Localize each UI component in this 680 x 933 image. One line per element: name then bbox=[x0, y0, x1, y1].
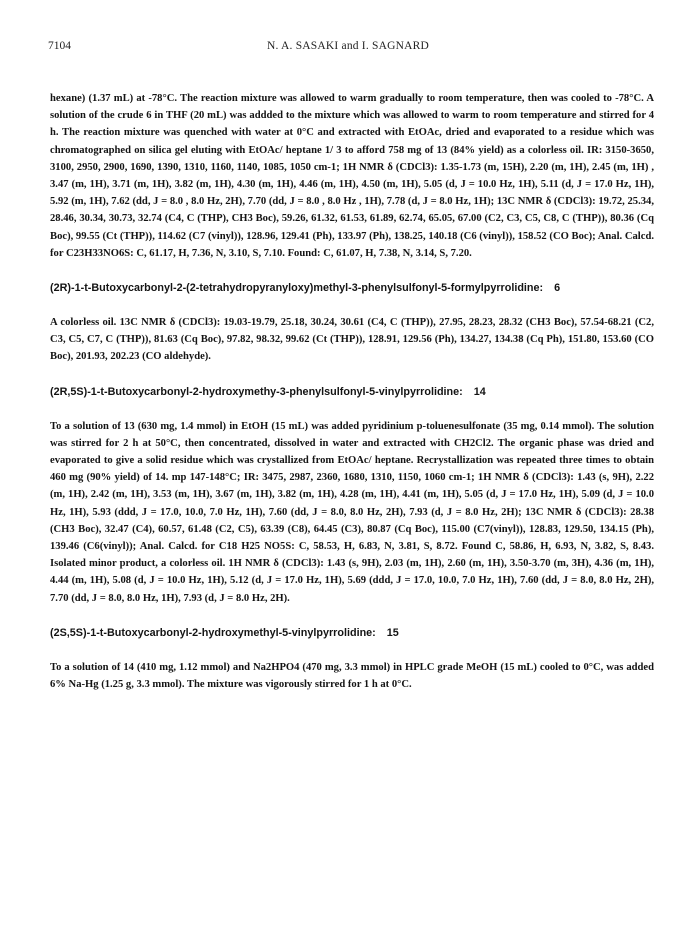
page-number: 7104 bbox=[48, 40, 71, 52]
compound-heading-title: (2R)-1-t-Butoxycarbonyl-2-(2-tetrahydropyranyloxy)methyl-3-phenylsulfonyl-5-formylpyrrolidine: bbox=[50, 282, 544, 295]
compound-heading-title: (2S,5S)-1-t-Butoxycarbonyl-2-hydroxymethyl-5-vinylpyrrolidine: bbox=[50, 626, 376, 639]
experimental-paragraph-6: A colorless oil. 13C NMR δ (CDCl3): 19.03-19.79, 25.18, 30.24, 30.61 (C4, C (THP)), 27.95, 28.23, 28.32 (CH3 Boc), 57.54-68.21 (C2, C3, C5, C7, C (THP)), 81.63 (Cq Boc), 97.82, 98.32, 99.62 (Ct (THP)), 128.91, 129.56 (Ph), 134.27, 134.38 (Cq Ph), 151.80, 153.60 (CO Boc), 201.93, 202.23 (CO aldehyde). bbox=[50, 317, 654, 363]
compound-heading-15 bbox=[50, 625, 654, 642]
compound-number: 14 bbox=[473, 385, 486, 398]
page-header bbox=[48, 40, 648, 56]
compound-heading-title: (2R,5S)-1-t-Butoxycarbonyl-2-hydroxymethy-3-phenylsulfonyl-5-vinylpyrrolidine: bbox=[50, 385, 463, 398]
experimental-paragraph-15: To a solution of 14 (410 mg, 1.12 mmol) and Na2HPO4 (470 mg, 3.3 mmol) in HPLC grade MeOH (15 mL) cooled to 0°C, was added 6% Na-Hg (1.25 g, 3.3 mmol). The mixture was vigorously stirred for 1 h at 0°C. bbox=[50, 661, 654, 691]
experimental-paragraph-14: To a solution of 13 (630 mg, 1.4 mmol) in EtOH (15 mL) was added pyridinium p-toluenesulfonate (35 mg, 0.14 mmol). The solution was stirred for 2 h at 50°C, then concentrated, dissolved in water and extracted with CH2Cl2. The organic phase was dried and evaporated to give a solid residue which was crystallized from EtOAc/ heptane. Recrystallization was repeated three times to obtain 460 mg (90% yield) of 14. mp 147-148°C; IR: 3475, 2987, 2360, 1680, 1310, 1150, 1060 cm-1; 1H NMR δ (CDCl3): 1.43 (s, 9H), 2.22 (m, 1H), 2.42 (m, 1H), 3.53 (m, 1H), 3.67 (m, 1H), 3.82 (m, 1H), 4.28 (m, 1H), 4.41 (m, 1H), 5.05 (d, J = 17.0 Hz, 1H), 5.09 (d, J = 10.0 Hz, 1H), 5.93 (ddd, J = 17.0, 10.0, 7.0 Hz, 1H), 7.60 (dd, J = 8.0, 8.0 Hz, 2H), 7.93 (d, J = 8.0 Hz, 2H); 13C NMR δ (CDCl3): 28.38 (CH3 Boc), 32.47 (C4), 60.57, 61.48 (C2, C5), 63.39 (C8), 64.45 (C3), 80.87 (Cq Boc), 115.00 (C7(vinyl)), 128.83, 129.50, 134.15 (Ph), 139.46 (C6(vinyl)); Anal. Calcd. for C18 H25 NO5S: C, 58.53, H, 6.83, N, 3.81, S, 8.72. Found C, 58.86, H, 6.93, N, 3.82, S, 8.43. Isolated minor product, a colorless oil. 1H NMR δ (CDCl3): 1.43 (s, 9H), 2.03 (m, 1H), 2.60 (m, 1H), 3.50-3.70 (m, 3H), 4.36 (m, 1H), 4.44 (m, 1H), 5.08 (d, J = 10.0 Hz, 1H), 5.12 (d, J = 17.0 Hz, 1H), 5.69 (ddd, J = 17.0, 10.0, 7.0 Hz, 1H), 7.60 (dd, J = 8.0, 8.0 Hz, 2H), 7.70 (dd, J = 8.0, 8.0 Hz, 1H), 7.93 (d, J = 8.0 Hz, 2H). bbox=[50, 420, 654, 604]
compound-heading-6 bbox=[50, 280, 654, 297]
article-body bbox=[50, 90, 654, 693]
compound-number: 6 bbox=[554, 282, 561, 295]
compound-number: 15 bbox=[386, 626, 399, 639]
running-head-authors: N. A. SASAKI and I. SAGNARD bbox=[267, 40, 429, 52]
compound-heading-14 bbox=[50, 384, 654, 401]
experimental-paragraph-13: hexane) (1.37 mL) at -78°C. The reaction mixture was allowed to warm gradually to room temperature, then was cooled to -78°C. A solution of the crude 6 in THF (20 mL) was addded to the mixture which was allowed to warm to room temperature and stirred for 4 h. The reaction mixture was quenched with water at 0°C and extracted with EtOAc, dried and evaporated to a residue which was chromatographed on silica gel eluting with EtOAc/ heptane 1/ 3 to afford 758 mg of 13 (84% yield) as a colorless oil. IR: 3150-3650, 3100, 2950, 2900, 1690, 1390, 1310, 1160, 1140, 1085, 1050 cm-1; 1H NMR δ (CDCl3): 1.35-1.73 (m, 15H), 2.20 (m, 1H), 2.45 (m, 1H) , 3.47 (m, 1H), 3.71 (m, 1H), 3.82 (m, 1H), 4.30 (m, 1H), 4.46 (m, 1H), 4.50 (m, 1H), 5.05 (d, J = 10.0 Hz, 1H), 5.11 (d, J = 17.0 Hz, 1H), 5.92 (m, 1H), 7.62 (dd, J = 8.0 , 8.0 Hz, 2H), 7.70 (dd, J = 8.0 , 8.0 Hz , 1H), 7.78 (d, J = 8.0 Hz, 1H); 13C NMR δ (CDCl3): 19.72, 25.34, 28.46, 30.34, 30.73, 32.74 (C4, C (THP), CH3 Boc), 59.26, 61.32, 61.53, 61.89, 62.74, 65.05, 67.00 (C2, C3, C5, C8, C (THP)), 80.36 (Cq Boc), 99.55 (Ct (THP)), 114.62 (C7 (vinyl)), 128.96, 129.41 (Ph), 133.97 (Ph), 138.25, 140.18 (C6 (vinyl)), 158.52 (CO Boc); Anal. Calcd. for C23H33NO6S: C, 61.17, H, 7.36, N, 3.10, S, 7.10. Found: C, 61.07, H, 7.38, N, 3.14, S, 7.20. bbox=[50, 93, 654, 259]
